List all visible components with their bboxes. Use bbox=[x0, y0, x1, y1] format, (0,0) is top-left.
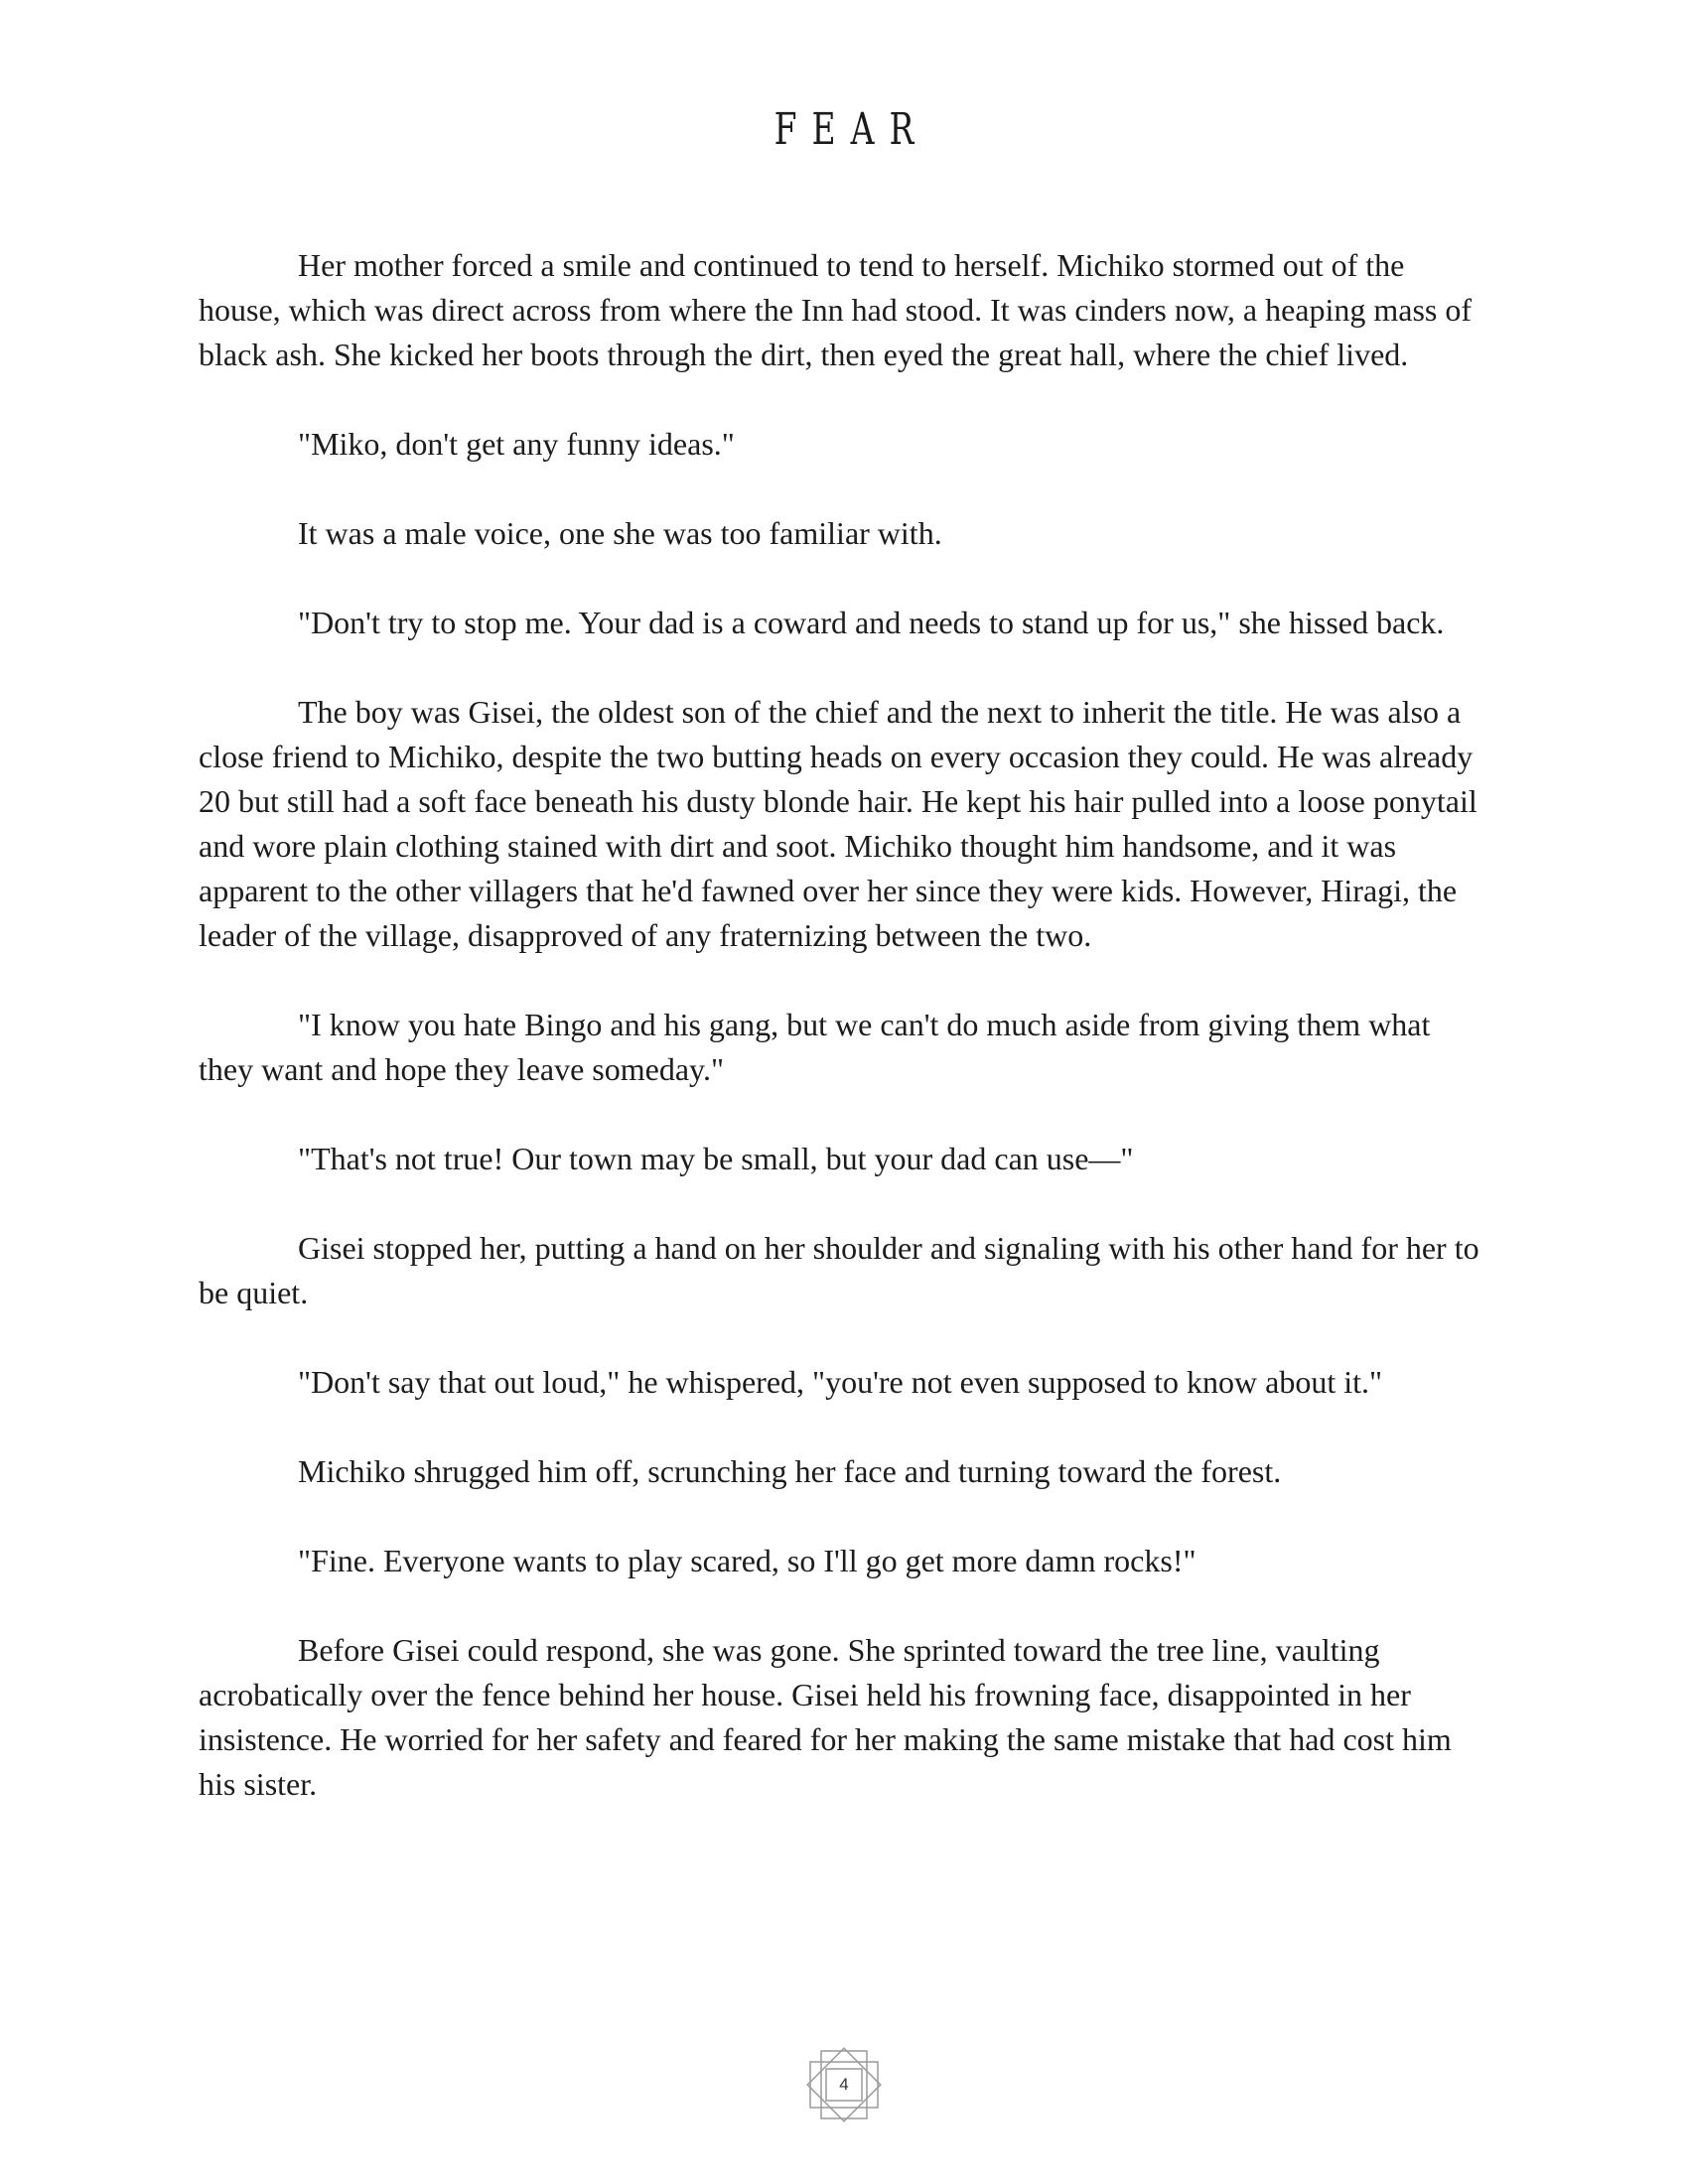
paragraph: "Miko, don't get any funny ideas." bbox=[298, 426, 735, 462]
paragraph: "I know you hate Bingo and his gang, but we can't do much aside from giving them what they want and hope they leave someday." bbox=[199, 1007, 1431, 1087]
paragraph: "Don't try to stop me. Your dad is a coward and needs to stand up for us," she hissed back. bbox=[298, 605, 1445, 640]
body-text bbox=[199, 243, 1489, 1851]
paragraph: "That's not true! Our town may be small, but your dad can use—" bbox=[298, 1141, 1134, 1176]
paragraph: "Fine. Everyone wants to play scared, so I'll go get more damn rocks!" bbox=[298, 1543, 1196, 1578]
paragraph: It was a male voice, one she was too familiar with. bbox=[298, 515, 942, 551]
paragraph: Before Gisei could respond, she was gone. She sprinted toward the tree line, vaulting acrobatically over the fence behind her house. Gisei held his frowning face, disappointed in her insistence. He worried for her safety and feared for her making the same mistake that had cost him his sister. bbox=[199, 1632, 1452, 1802]
paragraph: The boy was Gisei, the oldest son of the chief and the next to inherit the title. He was also a close friend to Michiko, despite the two butting heads on every occasion they could. He was already 20 but still had a soft face beneath his dusty blonde hair. He kept his hair pulled into a loose ponytail and wore plain clothing stained with dirt and soot. Michiko thought him handsome, and it was apparent to the other villagers that he'd fawned over her since they were kids. However, Hiragi, the leader of the village, disapproved of any fraternizing between the two. bbox=[199, 694, 1477, 953]
paragraph: Gisei stopped her, putting a hand on her shoulder and signaling with his other hand for her to be quiet. bbox=[199, 1230, 1479, 1310]
paragraph: Her mother forced a smile and continued to tend to herself. Michiko stormed out of the house, which was direct across from where the Inn had stood. It was cinders now, a heaping mass of black ash. She kicked her boots through the dirt, then eyed the great hall, where the chief lived. bbox=[199, 247, 1473, 372]
paragraph: Michiko shrugged him off, scrunching her face and turning toward the forest. bbox=[298, 1453, 1282, 1489]
page-number-ornament bbox=[804, 2045, 884, 2124]
page-header-title: FEAR bbox=[774, 104, 929, 155]
page-number: 4 bbox=[839, 2075, 849, 2094]
paragraph: "Don't say that out loud," he whispered, "you're not even supposed to know about it." bbox=[298, 1364, 1383, 1400]
